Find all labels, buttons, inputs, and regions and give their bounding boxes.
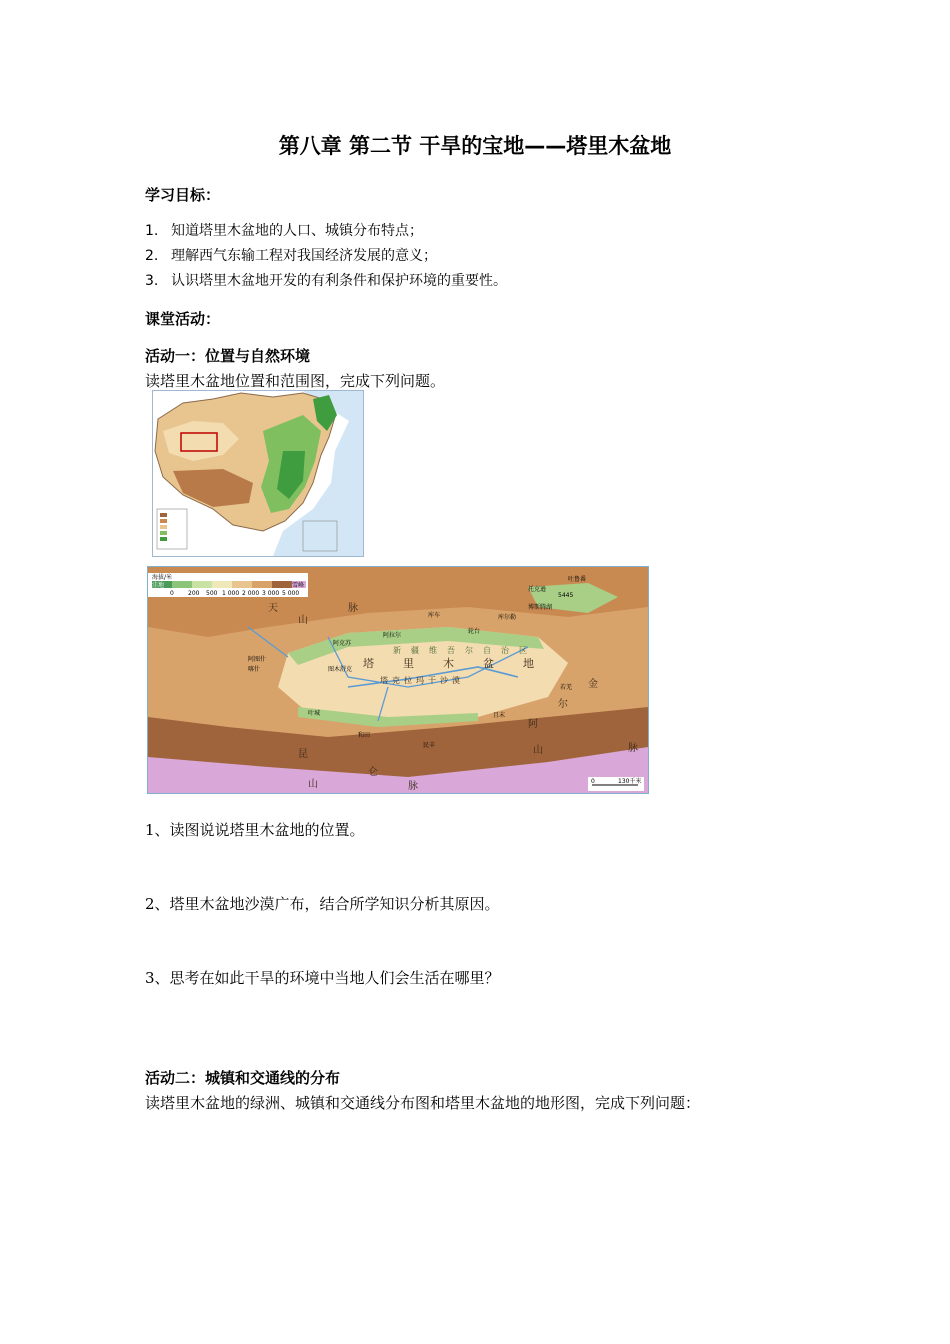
legend-title: 海拔/米 <box>152 574 173 581</box>
city-label: 库尔勒 <box>498 614 517 621</box>
basin-label: 塔 <box>363 657 374 670</box>
activities-heading: 课堂活动： <box>145 310 221 328</box>
scale-zero: 0 <box>591 778 595 785</box>
legend-tick: 1 000 <box>222 590 240 597</box>
range-label: 昆 <box>298 749 308 760</box>
activity2-intro: 读塔里木盆地的绿洲、城镇和交通线分布图和塔里木盆地的地形图，完成下列问题： <box>145 1094 701 1112</box>
china-map-graphic <box>153 391 363 556</box>
goal-text: 认识塔里木盆地开发的有利条件和保护环境的重要性。 <box>171 273 507 289</box>
city-label: 和田 <box>358 732 371 739</box>
basin-label: 木 <box>443 657 454 670</box>
region-label: 新疆维吾尔自治区 <box>393 646 537 655</box>
basin-label: 地 <box>523 657 534 670</box>
legend-tick: 3 000 <box>262 590 280 597</box>
legend-tick: 5 000 <box>282 590 300 597</box>
terrain-map-graphic <box>148 567 648 793</box>
city-label: 阿克苏 <box>333 640 352 647</box>
basin-label: 盆 <box>483 657 494 670</box>
scale-label: 130千米 <box>618 778 642 785</box>
goal-item-2 <box>145 245 437 265</box>
question-1: 1、读图说说塔里木盆地的位置。 <box>145 821 365 839</box>
goals-heading: 学习目标： <box>145 186 221 204</box>
range-label: 阿 <box>528 719 538 730</box>
city-label: 民丰 <box>423 742 436 749</box>
question-3: 3、思考在如此干旱的环境中当地人们会生活在哪里？ <box>145 969 500 987</box>
goal-item-1 <box>145 220 423 240</box>
city-label: 库车 <box>428 612 441 619</box>
legend-high-label: 雪峰 <box>292 582 305 589</box>
activity2-heading: 活动二：城镇和交通线的分布 <box>145 1069 341 1087</box>
basin-label: 里 <box>403 657 414 670</box>
city-label: 轮台 <box>468 628 481 635</box>
lake-label: 博斯腾湖 <box>528 604 553 611</box>
range-label: 山 <box>308 779 318 790</box>
legend-tick: 200 <box>188 590 200 597</box>
range-label: 脉 <box>628 743 638 754</box>
goal-item-3 <box>145 270 507 290</box>
range-label: 仑 <box>368 767 378 778</box>
city-label: 阿图什 <box>248 656 267 663</box>
activity1-intro: 读塔里木盆地位置和范围图，完成下列问题。 <box>145 372 446 390</box>
goal-number: 1. <box>145 223 159 239</box>
tarim-basin-terrain-map <box>147 566 649 794</box>
desert-label: 塔克拉玛干沙漠 <box>380 676 464 685</box>
city-label: 托克逊 <box>528 586 547 593</box>
range-label: 金 <box>588 679 598 690</box>
legend-low-label: 洼地 <box>152 582 165 589</box>
range-label: 天 <box>268 603 278 614</box>
city-label: 阿拉尔 <box>383 632 402 639</box>
range-label: 脉 <box>408 781 418 792</box>
peak-label: 5445 <box>558 592 574 599</box>
legend-tick: 500 <box>206 590 218 597</box>
city-label: 图木舒克 <box>328 666 353 673</box>
city-label: 喀什 <box>248 666 261 673</box>
city-label: 吐鲁番 <box>568 576 587 583</box>
legend-tick: 2 000 <box>242 590 260 597</box>
range-label: 尔 <box>558 699 568 710</box>
city-label: 叶城 <box>308 710 321 717</box>
question-2: 2、塔里木盆地沙漠广布，结合所学知识分析其原因。 <box>145 895 500 913</box>
range-label: 山 <box>298 615 308 626</box>
city-label: 若羌 <box>560 684 573 691</box>
range-label: 山 <box>533 745 543 756</box>
legend-tick: 0 <box>170 590 174 597</box>
goal-text: 理解西气东输工程对我国经济发展的意义； <box>171 248 437 264</box>
city-label: 且末 <box>493 712 506 719</box>
page-title: 第八章 第二节 干旱的宝地——塔里木盆地 <box>278 134 672 158</box>
china-location-map <box>152 390 364 557</box>
goal-text: 知道塔里木盆地的人口、城镇分布特点； <box>171 223 423 239</box>
goal-number: 2. <box>145 248 159 264</box>
range-label: 脉 <box>348 603 358 614</box>
goal-number: 3. <box>145 273 159 289</box>
activity1-heading: 活动一：位置与自然环境 <box>145 347 311 365</box>
